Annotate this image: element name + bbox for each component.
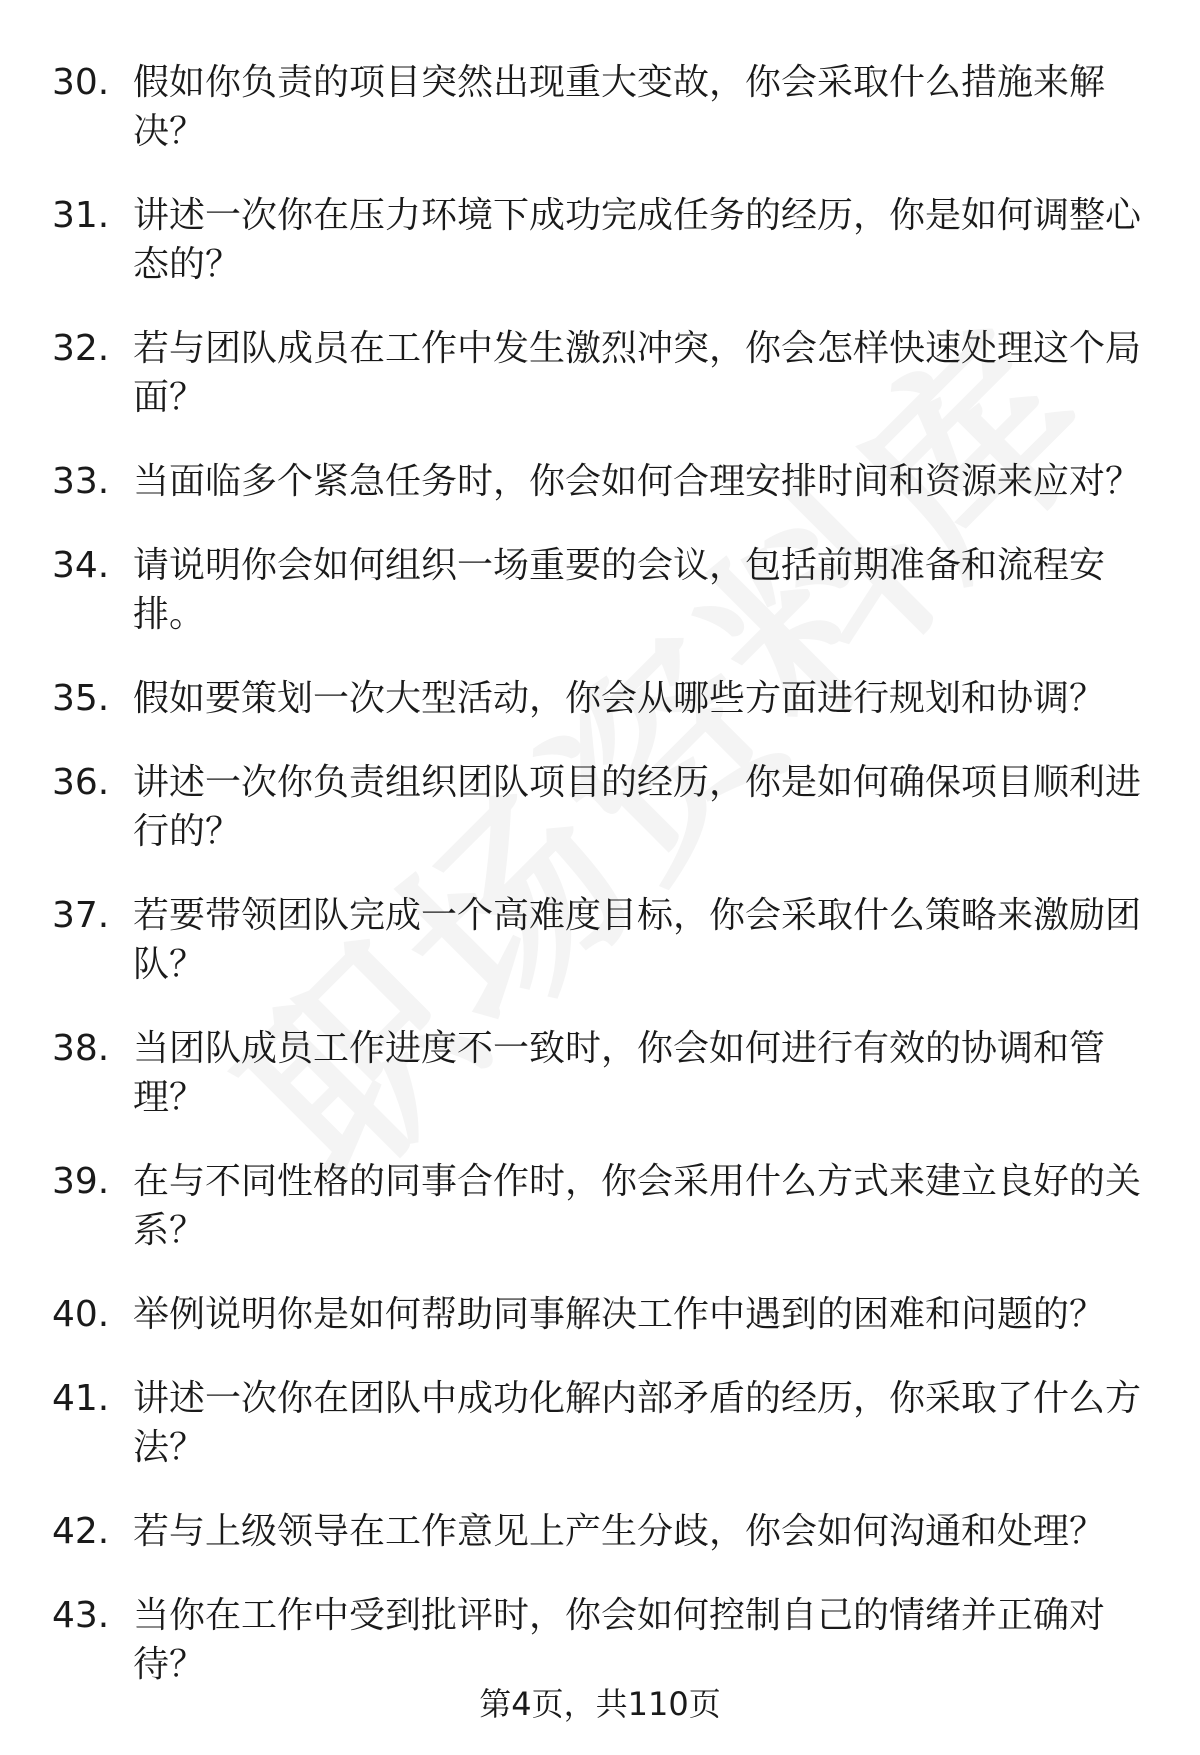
question-number: 38. (52, 1028, 110, 1069)
question-text: 讲述一次你在团队中成功化解内部矛盾的经历，你采取了什么方法？ (133, 1378, 1142, 1468)
question-item (52, 1507, 1152, 1556)
question-item (52, 58, 1152, 156)
question-number: 30. (52, 62, 110, 103)
question-text: 当你在工作中受到批评时，你会如何控制自己的情绪并正确对待？ (133, 1595, 1106, 1685)
page-footer: 第4页，共110页 (479, 1685, 721, 1723)
question-number: 40. (52, 1294, 110, 1335)
question-text: 若与上级领导在工作意见上产生分歧，你会如何沟通和处理？ (133, 1511, 1106, 1552)
question-item (52, 758, 1152, 856)
question-text: 讲述一次你负责组织团队项目的经历，你是如何确保项目顺利进行的？ (133, 762, 1142, 852)
question-number: 33. (52, 461, 110, 502)
question-item (52, 1157, 1152, 1255)
question-number: 35. (52, 678, 110, 719)
question-number: 42. (52, 1511, 110, 1552)
question-text: 当团队成员工作进度不一致时，你会如何进行有效的协调和管理？ (133, 1028, 1106, 1118)
question-text: 若要带领团队完成一个高难度目标，你会采取什么策略来激励团队？ (133, 895, 1142, 985)
question-text: 假如你负责的项目突然出现重大变故，你会采取什么措施来解决？ (133, 62, 1106, 152)
question-item (52, 674, 1152, 723)
question-number: 34. (52, 545, 110, 586)
question-item (52, 891, 1152, 989)
question-text: 当面临多个紧急任务时，你会如何合理安排时间和资源来应对？ (133, 461, 1142, 502)
question-item (52, 324, 1152, 422)
question-item (52, 541, 1152, 639)
question-number: 41. (52, 1378, 110, 1419)
question-item (52, 1024, 1152, 1122)
question-number: 43. (52, 1595, 110, 1636)
question-text: 若与团队成员在工作中发生激烈冲突，你会怎样快速处理这个局面？ (133, 328, 1142, 418)
question-number: 36. (52, 762, 110, 803)
question-number: 37. (52, 895, 110, 936)
question-text: 假如要策划一次大型活动，你会从哪些方面进行规划和协调？ (133, 678, 1106, 719)
question-item (52, 1374, 1152, 1472)
question-number: 32. (52, 328, 110, 369)
question-text: 在与不同性格的同事合作时，你会采用什么方式来建立良好的关系？ (133, 1161, 1142, 1251)
question-item (52, 1591, 1152, 1689)
question-item (52, 191, 1152, 289)
question-number: 31. (52, 195, 110, 236)
question-text: 请说明你会如何组织一场重要的会议，包括前期准备和流程安排。 (133, 545, 1106, 635)
question-number: 39. (52, 1161, 110, 1202)
question-item (52, 1290, 1152, 1339)
question-text: 讲述一次你在压力环境下成功完成任务的经历，你是如何调整心态的？ (133, 195, 1142, 285)
question-list (52, 58, 1152, 1724)
question-item (52, 457, 1152, 506)
question-text: 举例说明你是如何帮助同事解决工作中遇到的困难和问题的？ (133, 1294, 1106, 1335)
